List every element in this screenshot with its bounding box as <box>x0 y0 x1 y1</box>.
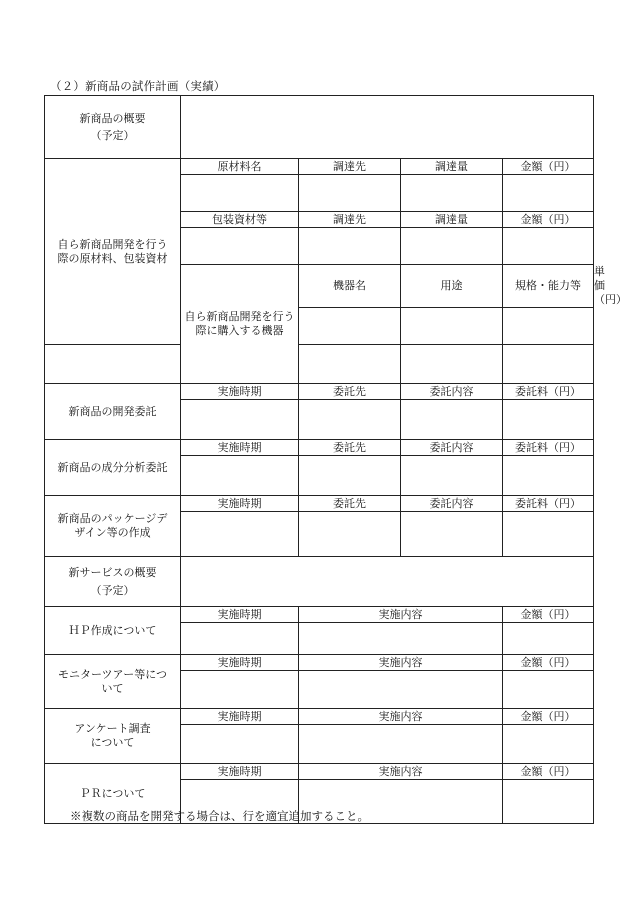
header-survey-content: 実施内容 <box>299 709 503 725</box>
field-dev-fee[interactable] <box>503 400 594 440</box>
header-pack-amount: 金額（円） <box>503 212 594 228</box>
header-monitor-amount: 金額（円） <box>503 655 594 671</box>
label-equipment: 自ら新商品開発を行う 際に購入する機器 <box>181 265 299 384</box>
field-pack-supplier[interactable] <box>299 228 401 265</box>
label-analysis-commission: 新商品の成分分析委託 <box>45 440 181 496</box>
field-dev-content[interactable] <box>401 400 503 440</box>
header-dev-contractor: 委託先 <box>299 384 401 400</box>
field-product-overview[interactable] <box>181 96 594 159</box>
field-monitor-content[interactable] <box>299 671 503 709</box>
field-equipment-price-2[interactable] <box>503 345 594 384</box>
header-hp-amount: 金額（円） <box>503 607 594 623</box>
field-dev-period[interactable] <box>181 400 299 440</box>
field-raw-amount[interactable] <box>503 175 594 212</box>
label-hp: ＨＰ作成について <box>45 607 181 655</box>
label-monitor-tour: モニターツアー等につ いて <box>45 655 181 709</box>
field-raw-material-name[interactable] <box>181 175 299 212</box>
field-raw-supplier[interactable] <box>299 175 401 212</box>
field-pr-amount[interactable] <box>503 780 594 824</box>
header-package-fee: 委託料（円） <box>503 496 594 512</box>
header-raw-supplier: 調達先 <box>299 159 401 175</box>
label-pr: ＰＲについて <box>45 764 181 824</box>
field-pack-amount[interactable] <box>503 228 594 265</box>
header-package-contractor: 委託先 <box>299 496 401 512</box>
footnote: ※複数の商品を開発する場合は、行を適宜追加すること。 <box>70 809 369 823</box>
field-equipment-name-2[interactable] <box>45 345 181 384</box>
header-package-period: 実施時期 <box>181 496 299 512</box>
field-equipment-spec-2[interactable] <box>401 345 503 384</box>
label-service-overview: 新サービスの概要 （予定） <box>45 557 181 607</box>
header-equipment-spec: 規格・能力等 <box>503 265 594 308</box>
field-equipment-use-2[interactable] <box>299 345 401 384</box>
field-package-contractor[interactable] <box>299 512 401 557</box>
header-analysis-period: 実施時期 <box>181 440 299 456</box>
header-monitor-content: 実施内容 <box>299 655 503 671</box>
header-dev-fee: 委託料（円） <box>503 384 594 400</box>
header-pack-quantity: 調達量 <box>401 212 503 228</box>
field-equipment-spec[interactable] <box>503 308 594 345</box>
row-product-overview <box>45 96 594 159</box>
header-dev-period: 実施時期 <box>181 384 299 400</box>
label-survey: アンケート調査 について <box>45 709 181 764</box>
header-raw-amount: 金額（円） <box>503 159 594 175</box>
header-monitor-period: 実施時期 <box>181 655 299 671</box>
field-package-fee[interactable] <box>503 512 594 557</box>
label-package-design: 新商品のパッケージデ ザイン等の作成 <box>45 496 181 557</box>
header-survey-period: 実施時期 <box>181 709 299 725</box>
field-analysis-contractor[interactable] <box>299 456 401 496</box>
header-raw-material-name: 原材料名 <box>181 159 299 175</box>
field-hp-amount[interactable] <box>503 623 594 655</box>
field-analysis-period[interactable] <box>181 456 299 496</box>
field-packaging[interactable] <box>181 228 299 265</box>
field-survey-content[interactable] <box>299 725 503 764</box>
field-survey-amount[interactable] <box>503 725 594 764</box>
header-pr-amount: 金額（円） <box>503 764 594 780</box>
field-analysis-fee[interactable] <box>503 456 594 496</box>
header-equipment-name: 機器名 <box>299 265 401 308</box>
header-pack-supplier: 調達先 <box>299 212 401 228</box>
field-monitor-period[interactable] <box>181 671 299 709</box>
field-dev-contractor[interactable] <box>299 400 401 440</box>
header-analysis-fee: 委託料（円） <box>503 440 594 456</box>
trial-plan-table: 新商品の概要 （予定） 自ら新商品開発を行う 際の原材料、包装資材 原材料名 調達先 調達量 金額（円） 包装資材等 調達先 調達量 金額（円） 自ら新商品開発を行う 際に購入する機器 機器名 用途 規格・能力等 単価（円） 新商品の開発委託 実施時期 委託先 委託内容 委託料（円） 新商品の成分分析委託 実施時期 委託先 委託内容 委託料（円） 新商品のパッケージデ ザイン等の作成 実施時期 委託先 委託内容 委託料（円） 新サービスの概要 （予定） ＨＰ作成について 実施時期 実施内容 金額（円） モニターツアー等につ いて 実施時期 実施内容 金額（円） アンケート調査 について 実施時期 実施内容 金額（円） ＰＲについて 実施時期 実施内容 金額（円） <box>44 95 594 824</box>
field-equipment-name[interactable] <box>299 308 401 345</box>
label-product-overview: 新商品の概要 （予定） <box>45 96 181 159</box>
header-package-content: 委託内容 <box>401 496 503 512</box>
field-survey-period[interactable] <box>181 725 299 764</box>
header-pr-period: 実施時期 <box>181 764 299 780</box>
header-pr-content: 実施内容 <box>299 764 503 780</box>
field-hp-content[interactable] <box>299 623 503 655</box>
header-raw-quantity: 調達量 <box>401 159 503 175</box>
header-packaging: 包装資材等 <box>181 212 299 228</box>
header-hp-content: 実施内容 <box>299 607 503 623</box>
header-hp-period: 実施時期 <box>181 607 299 623</box>
header-analysis-content: 委託内容 <box>401 440 503 456</box>
header-survey-amount: 金額（円） <box>503 709 594 725</box>
label-dev-commission: 新商品の開発委託 <box>45 384 181 440</box>
field-package-content[interactable] <box>401 512 503 557</box>
label-materials: 自ら新商品開発を行う 際の原材料、包装資材 <box>45 159 181 345</box>
header-equipment-use: 用途 <box>401 265 503 308</box>
field-equipment-use[interactable] <box>401 308 503 345</box>
field-package-period[interactable] <box>181 512 299 557</box>
field-analysis-content[interactable] <box>401 456 503 496</box>
row-service-overview <box>45 557 594 607</box>
field-hp-period[interactable] <box>181 623 299 655</box>
header-analysis-contractor: 委託先 <box>299 440 401 456</box>
section-title: （２）新商品の試作計画（実績） <box>50 79 226 93</box>
field-monitor-amount[interactable] <box>503 671 594 709</box>
field-pack-quantity[interactable] <box>401 228 503 265</box>
header-dev-content: 委託内容 <box>401 384 503 400</box>
field-service-overview[interactable] <box>181 557 594 607</box>
field-raw-quantity[interactable] <box>401 175 503 212</box>
